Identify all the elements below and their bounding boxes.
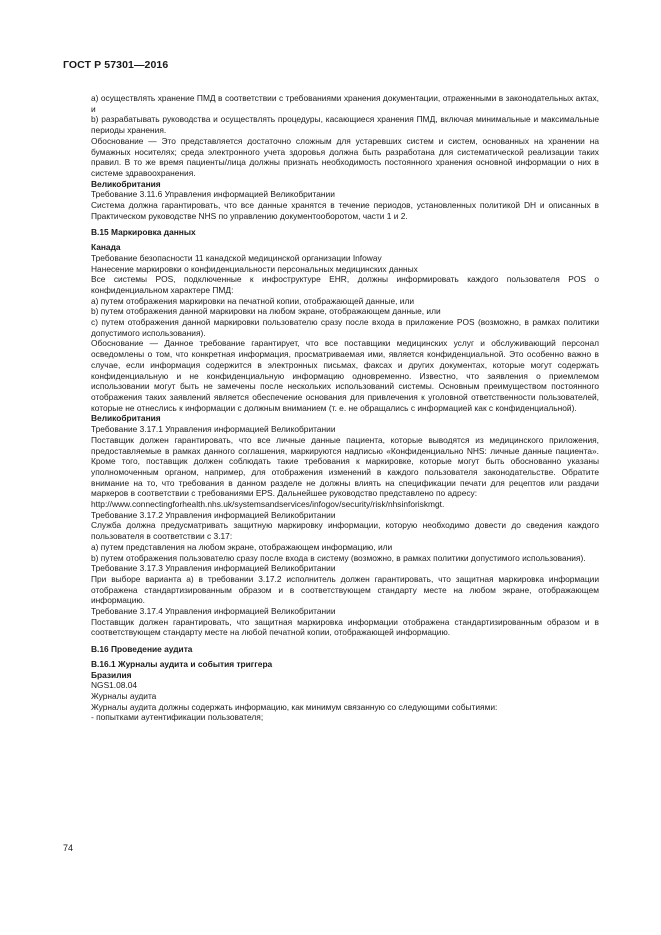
list-item: а) путем отображения маркировки на печатной копии, отображающей данные, или	[91, 295, 415, 306]
country-heading: Канада	[91, 242, 121, 253]
country-heading: Великобритания	[91, 413, 161, 424]
paragraph: Требование 3.11.6 Управления информацией Великобритании	[91, 189, 335, 200]
country-heading: Великобритания	[91, 178, 161, 189]
url-text: http://www.connectingforhealth.nhs.uk/systemsandservices/infogov/security/risk/nhsinforiskmgt.	[91, 499, 445, 510]
paragraph: Требование безопасности 11 канадской медицинской организации Infoway	[91, 252, 382, 263]
paragraph: Обоснование — Данное требование гарантирует, что все поставщики медицинских услуг и обслуживающий персонал осведомлены о том, что конкретная информация, просматриваемая ими, является конфиденциальной. Это особенно важно в случае, если информация содержится в электронных письмах, факсах и других документах, которые могут содержать конфиденциальную и не конфиденциальную информацию одновременно. Известно, что заявления о приемлемом использовании могут быть не замечены после нескольких использований системы. Основным преимуществом постоянного отображения таких заявлений является обеспечение основания для привлечения к уголовной ответственности пользователей, которые не отнеслись к информации с должным вниманием (т. е. не обращались с информацией как с конфиденциальной).	[91, 338, 599, 413]
section-heading: В.16 Проведение аудита	[91, 644, 193, 655]
list-item: b) путем отображения данной маркировки на любом экране, отображающем данные, или	[91, 306, 441, 317]
paragraph: Поставщик должен гарантировать, что защитная маркировка информации отображена стандартизированным образом и в соответствующем стандарту месте на любой печатной копии, отображающей информацию.	[91, 616, 599, 638]
standard-designation: ГОСТ Р 57301—2016	[63, 59, 169, 71]
paragraph: Журналы аудита	[91, 690, 157, 701]
country-heading: Бразилия	[91, 669, 132, 680]
page-body	[91, 93, 599, 723]
list-item: b) путем отображения пользователю сразу после входа в систему (возможно, в рамках политики допустимого использования).	[91, 552, 586, 563]
paragraph: При выборе варианта а) в требовании 3.17.2 исполнитель должен гарантировать, что защитная маркировка информации отображена стандартизированным образом и в соответствующем стандарту месте на любом экране, отображающем информацию.	[91, 573, 599, 606]
list-item: а) путем представления на любом экране, отображающем информацию, или	[91, 541, 393, 552]
paragraph: Служба должна предусматривать защитную маркировку информации, которую необходимо довести до сведения каждого пользователя в соответствии с 3.17:	[91, 520, 599, 542]
paragraph: Поставщик должен гарантировать, что все личные данные пациента, которые выводятся из медицинского приложения, предоставляемые в рамках данного соглашения, маркируются надписью «Конфиденциально NHS: личные данные пациента». Кроме того, поставщик должен соблюдать такие требования к маркировке, которые могут быть обоснованно указаны уполномоченным органом, например, для отображения изменений в каждого пользователя законодательстве. Обратите внимание на то, что требования в данном разделе не должны влиять на спецификации печати для рецептов или раздачи маркеров в соответствии с требованиями EPS. Дальнейшее руководство представлено по адресу:	[91, 434, 599, 499]
paragraph: Система должна гарантировать, что все данные хранятся в течение периодов, установленных политикой DH и описанных в Практическом руководстве NHS по управлению документооборотом, части 1 и 2.	[91, 200, 599, 221]
paragraph: а) осуществлять хранение ПМД в соответствии с требованиями хранения документации, отраженными в законодательных актах, и	[91, 93, 599, 114]
paragraph: Нанесение маркировки о конфиденциальности персональных медицинских данных	[91, 263, 418, 274]
list-item: c) путем отображения данной маркировки пользователю сразу после входа в приложение POS (возможно, в рамках политики допустимого использования).	[91, 317, 599, 338]
paragraph: Требование 3.17.4 Управления информацией Великобритании	[91, 606, 336, 617]
paragraph: Требование 3.17.3 Управления информацией Великобритании	[91, 563, 336, 574]
paragraph: Требование 3.17.2 Управления информацией Великобритании	[91, 509, 336, 520]
paragraph: Все системы POS, подключенные к инфоструктуре EHR, должны информировать каждого пользователя POS о конфиденциальном характере ПМД:	[91, 274, 599, 295]
paragraph: NGS1.08.04	[91, 680, 138, 691]
page-number: 74	[63, 843, 74, 853]
paragraph: Обоснование — Это представляется достаточно сложным для устаревших систем и систем, основанных на хранении на бумажных носителях; среда электронного учета здоровья должна быть разработана для систематической реализации таких правил. В то же время пациенты/лица должны признать необходимость постоянного хранения основной информации о них в системе здравоохранения.	[91, 135, 599, 178]
paragraph: Журналы аудита должны содержать информацию, как минимум связанную со следующими событиями:	[91, 701, 498, 712]
section-heading: В.15 Маркировка данных	[91, 227, 196, 238]
subsection-heading: В.16.1 Журналы аудита и события триггера	[91, 658, 273, 669]
paragraph: b) разрабатывать руководства и осуществлять процедуры, касающиеся хранения ПМД, включая минимальные и максимальные периоды хранения.	[91, 114, 599, 136]
list-item: - попытками аутентификации пользователя;	[91, 712, 264, 723]
paragraph: Требование 3.17.1 Управления информацией Великобритании	[91, 424, 336, 435]
